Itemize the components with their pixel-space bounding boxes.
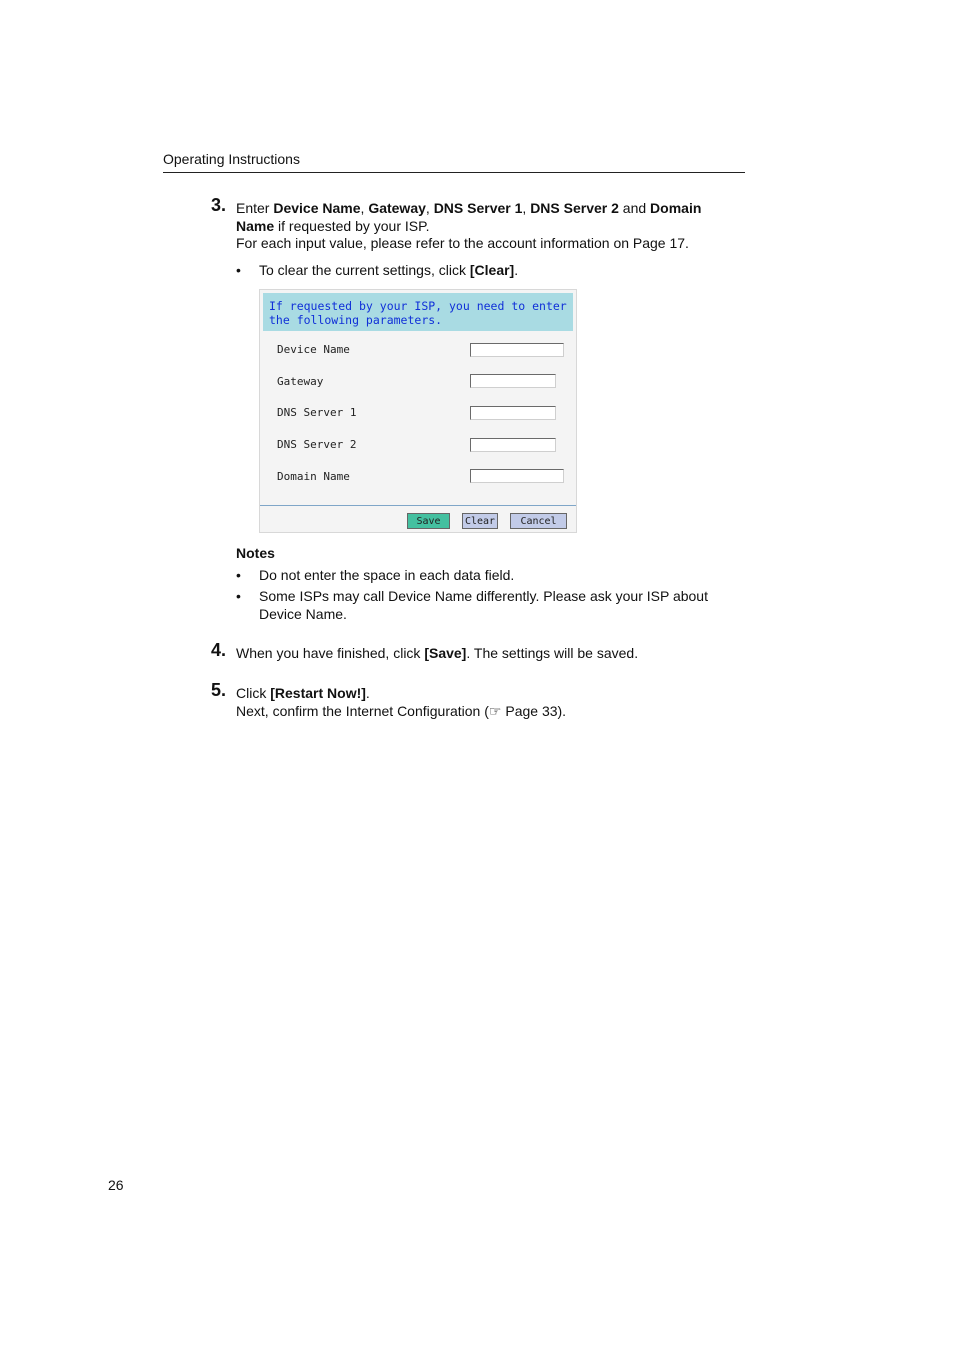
- cancel-button[interactable]: Cancel: [510, 513, 567, 529]
- label-domain-name: Domain Name: [277, 470, 350, 483]
- text: .: [514, 262, 519, 278]
- dns-server-1-input[interactable]: [470, 406, 556, 420]
- step-3-body: [236, 200, 726, 253]
- text: ,: [425, 200, 430, 216]
- step-4-body: [236, 645, 726, 663]
- term-gateway: Gateway: [368, 200, 426, 216]
- notes-heading: Notes: [236, 545, 275, 561]
- text: Next, confirm the Internet Configuration (: [236, 702, 489, 719]
- note-text: Some ISPs may call Device Name differently. Please ask your ISP about Device Name.: [259, 588, 708, 622]
- text: . The settings will be saved.: [466, 645, 639, 661]
- term-save: [Save]: [424, 645, 467, 661]
- bullet-text: [259, 261, 724, 279]
- label-device-name: Device Name: [277, 343, 350, 356]
- note-text: Do not enter the space in each data field.: [259, 567, 515, 583]
- term-restart-now: [Restart Now!]: [270, 685, 366, 701]
- label-dns-server-1: DNS Server 1: [277, 406, 357, 419]
- device-name-input[interactable]: [470, 343, 564, 357]
- domain-name-input[interactable]: [470, 469, 564, 483]
- bullet-dot: •: [236, 262, 241, 278]
- step-5-line-1: [236, 685, 726, 703]
- text: .: [365, 685, 370, 701]
- bullet-dot: •: [236, 567, 241, 583]
- text: Page 33).: [501, 702, 567, 719]
- text: When you have finished, click: [236, 645, 421, 661]
- text: and: [622, 200, 647, 216]
- text: ,: [522, 200, 527, 216]
- step-3-line-1: [236, 200, 726, 235]
- pointing-hand-icon: ☞: [488, 702, 502, 719]
- term-dns-server-2: DNS Server 2: [530, 200, 619, 216]
- text: Enter: [236, 200, 270, 216]
- term-domain-name: Domain Name: [236, 200, 702, 234]
- gateway-input[interactable]: [470, 374, 556, 388]
- term-clear: [Clear]: [469, 262, 515, 278]
- save-button[interactable]: Save: [407, 513, 450, 529]
- step-number: 5.: [211, 680, 227, 700]
- text: To clear the current settings, click: [259, 262, 466, 278]
- bullet-dot: •: [236, 588, 241, 604]
- isp-parameters-screenshot: [259, 289, 577, 533]
- text: Click: [236, 685, 267, 701]
- step-5-body: [236, 685, 726, 720]
- text: if requested by your ISP.: [278, 217, 430, 234]
- term-dns-server-1: DNS Server 1: [433, 200, 523, 216]
- panel-divider: [260, 505, 576, 506]
- running-header: Operating Instructions: [163, 150, 745, 173]
- step-3-line-2: For each input value, please refer to the account information on Page 17.: [236, 235, 689, 251]
- text: ,: [360, 200, 365, 216]
- step-number: 4.: [211, 640, 227, 660]
- step-5-line-2: [236, 703, 726, 721]
- page-number: 26: [108, 1177, 124, 1193]
- step-number: 3.: [211, 195, 227, 215]
- clear-button[interactable]: Clear: [462, 513, 498, 529]
- panel-banner: If requested by your ISP, you need to enter the following parameters.: [263, 293, 573, 331]
- label-gateway: Gateway: [277, 375, 324, 388]
- label-dns-server-2: DNS Server 2: [277, 438, 357, 451]
- dns-server-2-input[interactable]: [470, 438, 556, 452]
- term-device-name: Device Name: [273, 200, 361, 216]
